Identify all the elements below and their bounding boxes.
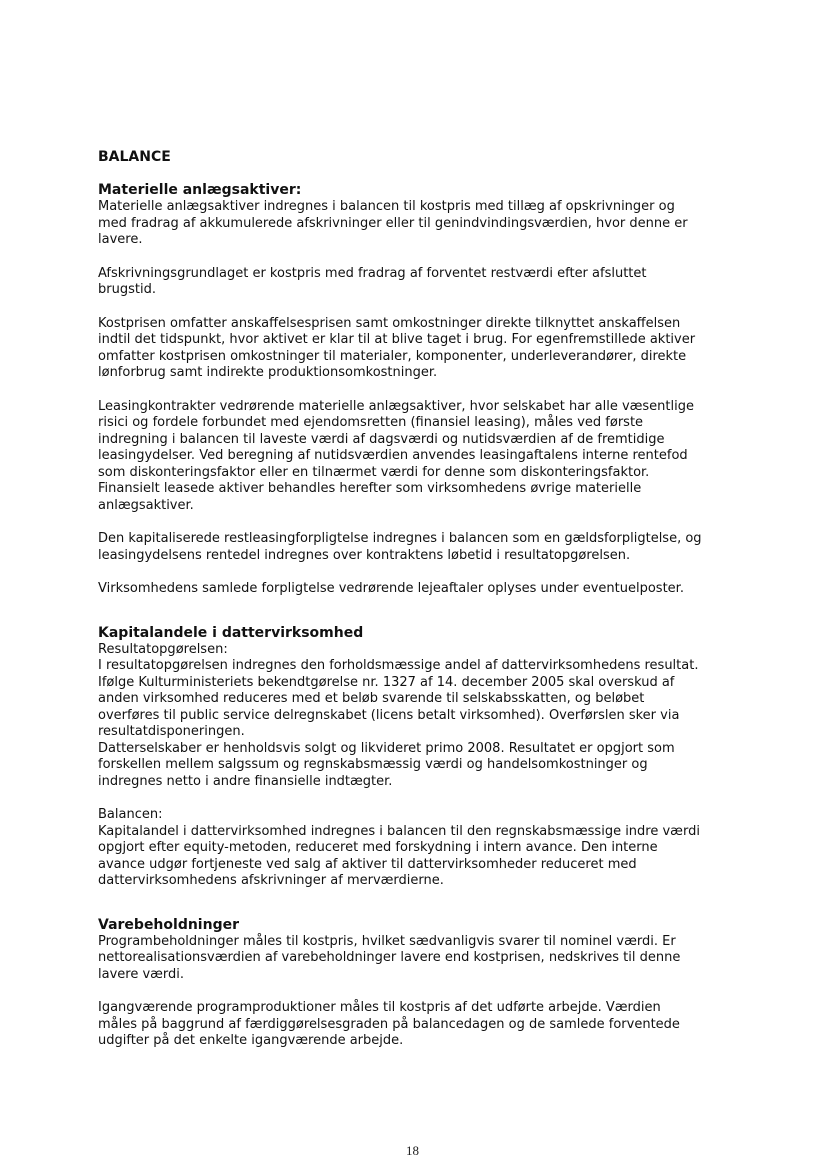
section-heading-varebeholdninger: Varebeholdninger [98, 916, 239, 933]
paragraph: Den kapitaliserede restleasingforpligtelse indregnes i balancen som en gældsforpligtelse, og leasingydelsens rentedel indregnes over kontraktens løbetid i resultatopgørelsen. [98, 531, 702, 563]
page-title: BALANCE [98, 149, 171, 165]
spacer [98, 564, 738, 581]
paragraph: Igangværende programproduktioner måles til kostpris af det udførte arbejde. Værdien måles på baggrund af færdiggørelsesgraden på balancedagen og de samlede forventede udgifter på det enkelte igangværende arbejde. [98, 1000, 680, 1048]
paragraph: Kostprisen omfatter anskaffelsesprisen samt omkostninger direkte tilknyttet anskaffelsen indtil det tidspunkt, hvor aktivet er klar til at blive taget i brug. For egenfremstillede aktiver omfatter kostprisen omkostninger til materialer, komponenter, underleverandører, direkte lønforbrug samt indirekte produktionsomkostninger. [98, 315, 696, 380]
spacer [98, 514, 738, 531]
document-body [98, 149, 738, 1050]
paragraph: Balancen: Kapitalandel i dattervirksomhed indregnes i balancen til den regnskabsmæssige indre værdi opgjort efter equity-metoden, reduceret med forskydning i intern avance. Den interne avance udgør fortjeneste ved salg af aktiver til dattervirksomheder reduceret med dattervirksomhedens afskrivninger af merværdierne. [98, 807, 700, 888]
paragraph: Programbeholdninger måles til kostpris, hvilket sædvanligvis svarer til nominel værdi. Er nettorealisationsværdien af varebeholdninger lavere end kostprisen, nedskrives til denne lavere værdi. [98, 933, 681, 982]
spacer [98, 249, 738, 266]
paragraph: Leasingkontrakter vedrørende materielle anlægsaktiver, hvor selskabet har alle væsentlige risici og fordele forbundet med ejendomsretten (finansiel leasing), måles ved første indregning i balancen til laveste værdi af dagsværdi og nutidsværdien af de fremtidige leasingydelser. Ved beregning af nutidsværdien anvendes leasingaftalens interne rentefod som diskonteringsfaktor eller en tilnærmet værdi for denne som diskonteringsfaktor. Finansielt leasede aktiver behandles herefter som virksomhedens øvrige materielle anlægsaktiver. [98, 398, 694, 513]
section-heading-materielle: Materielle anlægsaktiver: [98, 182, 302, 198]
spacer [98, 790, 738, 807]
spacer [98, 983, 738, 1000]
paragraph: Resultatopgørelsen: I resultatopgørelsen indregnes den forholdsmæssige andel af dattervirksomhedens resultat. Ifølge Kulturministeriets bekendtgørelse nr. 1327 af 14. december 2005 skal overskud af anden virksomhed reduceres med et beløb svarende til selskabsskatten, og beløbet overføres til public service delregnskabet (licens betalt virksomhed). Overførslen sker via resultatdisponeringen. Datterselskaber er henholdsvis solgt og likvideret primo 2008. Resultatet er opgjort som forskellen mellem salgssum og regnskabsmæssig værdi og handelsomkostninger og indregnes netto i andre finansielle indtægter. [98, 641, 699, 789]
section-heading-kapitalandele: Kapitalandele i dattervirksomhed [98, 624, 364, 641]
paragraph: Afskrivningsgrundlaget er kostpris med fradrag af forventet restværdi efter afsluttet brugstid. [98, 265, 647, 297]
spacer [98, 598, 738, 625]
paragraph: Materielle anlægsaktiver indregnes i balancen til kostpris med tillæg af opskrivninger og med fradrag af akkumulerede afskrivninger eller til genindvindingsværdien, hvor denne er lavere. [98, 199, 688, 247]
spacer [98, 299, 738, 316]
spacer [98, 166, 738, 182]
paragraph: Virksomhedens samlede forpligtelse vedrørende lejeaftaler oplyses under eventuelposter. [98, 581, 684, 596]
spacer [98, 890, 738, 917]
spacer [98, 382, 738, 399]
page-number: 18 [406, 1143, 419, 1158]
